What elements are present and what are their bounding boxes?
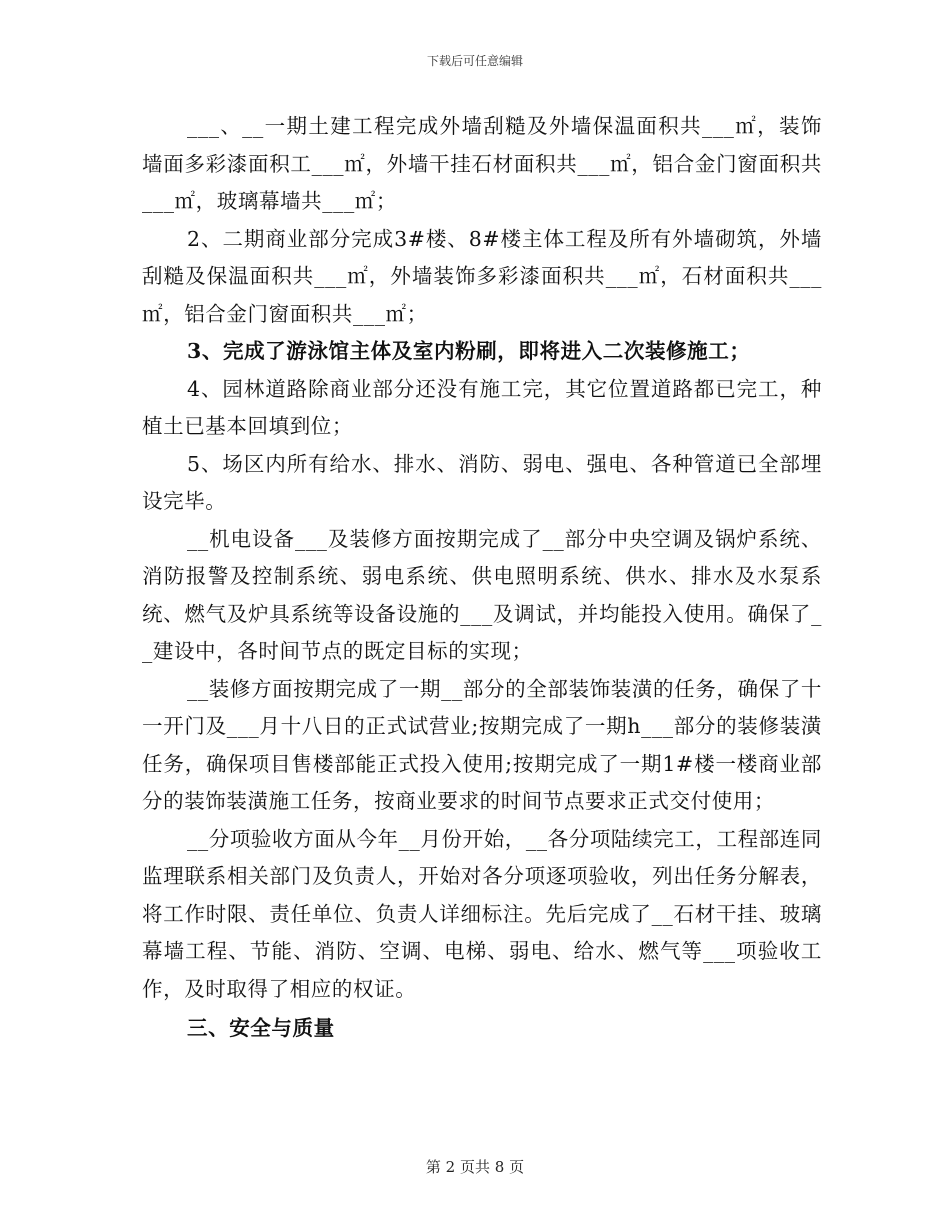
- document-body: [142, 108, 822, 1048]
- paragraph-swimming-pool: 3、完成了游泳馆主体及室内粉刷，即将进入二次装修施工；: [187, 339, 751, 363]
- paragraph-phase-two-commercial: 2、二期商业部分完成3#楼、8#楼主体工程及所有外墙砌筑，外墙刮糙及保温面积共___㎡，外墙装饰多彩漆面积共___㎡，石材面积共___㎡，铝合金门窗面积共___㎡；: [142, 226, 822, 326]
- paragraph-mechanical-electrical: __机电设备___及装修方面按期完成了__部分中央空调及锅炉系统、消防报警及控制系统、弱电系统、供电照明系统、供水、排水及水泵系统、燃气及炉具系统等设备设施的___及调试，并均能投入使用。确保了__建设中，各时间节点的既定目标的实现；: [142, 526, 822, 663]
- section-heading-safety-quality: 三、安全与质量: [187, 1016, 335, 1040]
- paragraph-phase-one-civil: ___、__一期土建工程完成外墙刮糙及外墙保温面积共___㎡，装饰墙面多彩漆面积工___㎡，外墙干挂石材面积共___㎡，铝合金门窗面积共___㎡，玻璃幕墙共___㎡；: [142, 114, 822, 213]
- page-header-note: 下载后可任意编辑: [426, 54, 523, 68]
- paragraph-garden-roads: 4、园林道路除商业部分还没有施工完，其它位置道路都已完工，种植土已基本回填到位；: [142, 376, 822, 438]
- paragraph-acceptance: __分项验收方面从今年__月份开始，__各分项陆续完工，工程部连同监理联系相关部门及负责人，开始对各分项逐项验收，列出任务分解表，将工作时限、责任单位、负责人详细标注。先后完成了__石材干挂、玻璃幕墙工程、节能、消防、空调、电梯、弱电、给水、燃气等___项验收工作，及时取得了相应的权证。: [142, 826, 822, 1001]
- paragraph-decoration: __装修方面按期完成了一期__部分的全部装饰装潢的任务，确保了十一开门及___月十八日的正式试营业;按期完成了一期h___部分的装修装潢任务，确保项目售楼部能正式投入使用;按期完成了一期1#楼一楼商业部分的装饰装潢施工任务，按商业要求的时间节点要求正式交付使用；: [142, 676, 822, 813]
- page-number-footer: 第 2 页共 8 页: [425, 1158, 525, 1176]
- paragraph-site-pipelines: 5、场区内所有给水、排水、消防、弱电、强电、各种管道已全部埋设完毕。: [142, 451, 822, 513]
